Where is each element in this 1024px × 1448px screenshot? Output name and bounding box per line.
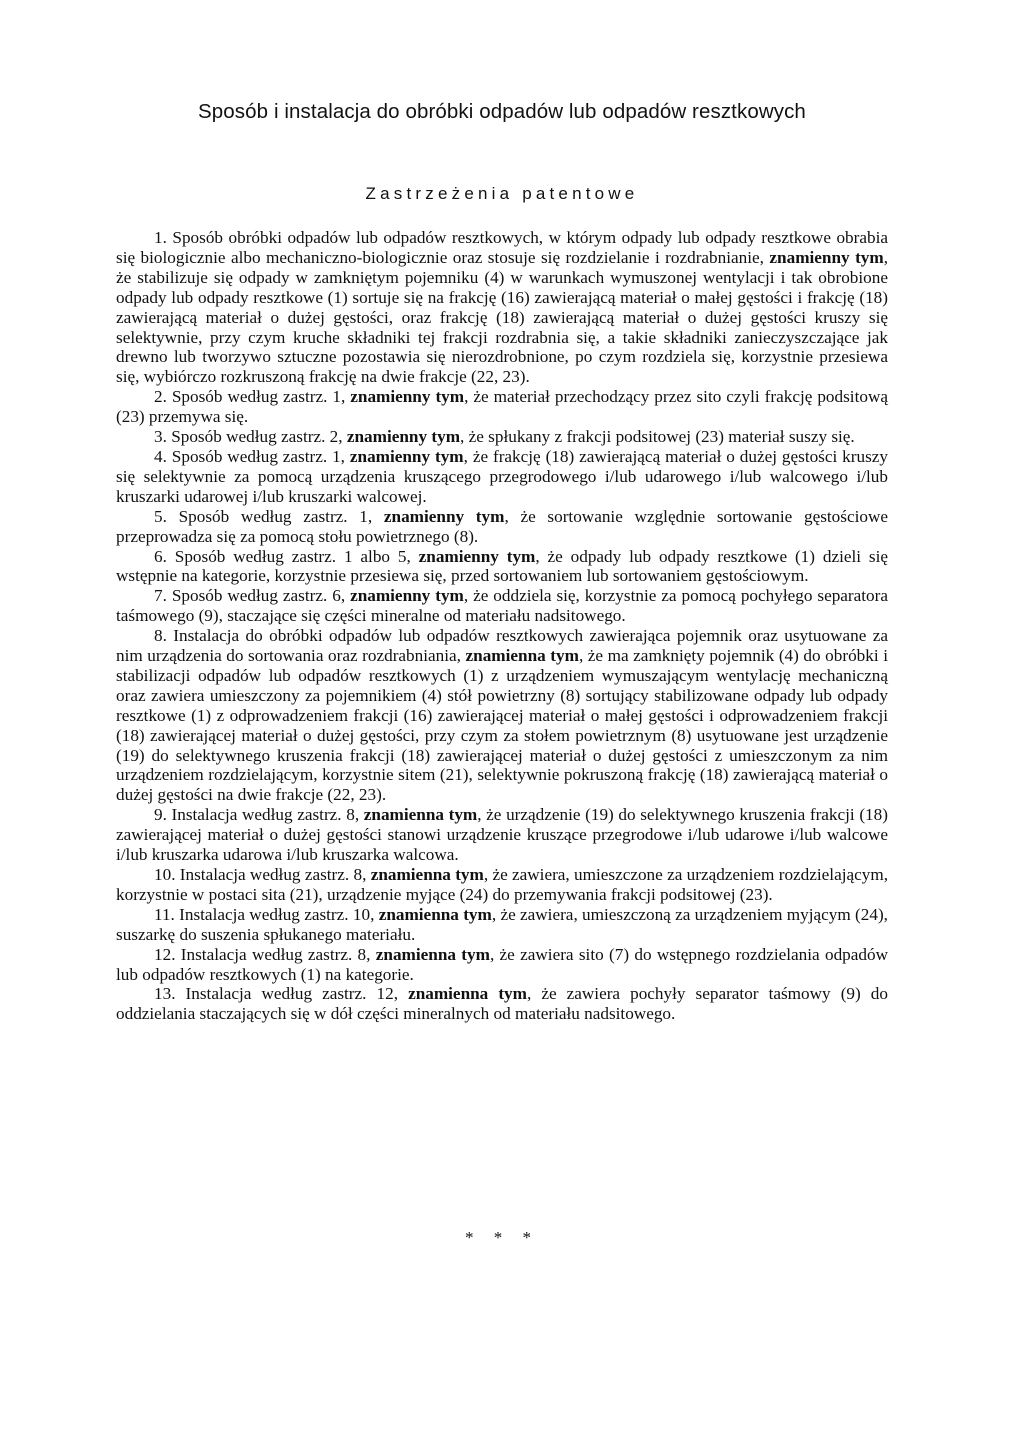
claim-keyword: znamienny tym — [346, 427, 461, 447]
claim-8 — [116, 626, 888, 805]
claim-text: , że odpady lub odpady resztkowe (1) dzieli się wstępnie na kategorie, korzystnie przesiewa się, przed sortowaniem lub sortowaniem gęstościowym. — [116, 546, 888, 586]
claim-10 — [116, 865, 888, 905]
claim-text: , że zawiera pochyły separator taśmowy (9) do oddzielania staczających się w dół części mineralnych od materiału nadsitowego. — [116, 984, 888, 1024]
claim-text: 8. Instalacja do obróbki odpadów lub odpadów resztkowych zawierająca pojemnik oraz usytuowane za nim urządzenia do sortowania oraz rozdrabniania, — [116, 626, 888, 666]
claim-text: 7. Sposób według zastrz. 6, — [154, 586, 351, 606]
claim-text: , że materiał przechodzący przez sito czyli frakcję podsitową (23) przemywa się. — [116, 387, 888, 427]
claim-text: 6. Sposób według zastrz. 1 albo 5, — [154, 546, 419, 566]
claim-text: , że stabilizuje się odpady w zamkniętym pojemniku (4) w warunkach wymuszonej wentylacji i tak obrobione odpady lub odpady resztkowe (1) sortuje się na frakcję (16) zawierającą materiał o małej gęstości i frakcję (18) zawierającą materiał o dużej gęstości, oraz frakcję (18) zawierającą materiał o dużej gęstości kruszy się selektywnie, przy czym kruche składniki tej frakcji rozdrabnia się, a takie składniki zanieczyszczające jak drewno lub tworzywo sztuczne pozostawia się nierozdrobnione, po czym rozdziela się, korzystnie przesiewa się, wybiórczo rozkruszoną frakcję na dwie frakcje (22, 23). — [116, 247, 888, 387]
claim-text: , że zawiera sito (7) do wstępnego rozdzielania odpadów lub odpadów resztkowych (1) na kategorie. — [116, 944, 888, 984]
claim-5 — [116, 507, 888, 547]
claim-2 — [116, 387, 888, 427]
claim-13 — [116, 984, 888, 1024]
end-mark: * * * — [465, 1228, 539, 1247]
claim-text: 4. Sposób według zastrz. 1, — [154, 446, 350, 466]
claim-text: , że zawiera, umieszczone za urządzeniem rozdzielającym, korzystnie w postaci sita (21), urządzenie myjące (24) do przemywania frakcji podsitowej (23). — [116, 865, 888, 904]
claim-11 — [116, 905, 888, 945]
claim-keyword: znamienna tym — [370, 865, 484, 884]
claim-text: 11. Instalacja według zastrz. 10, — [154, 904, 379, 924]
claim-text: 13. Instalacja według zastrz. 12, — [154, 984, 409, 1004]
claim-9 — [116, 805, 888, 865]
claim-text: , że ma zamknięty pojemnik (4) do obróbki i stabilizacji odpadów lub odpadów resztkowych (1) z urządzeniem wymuszającym wentylację mechaniczną oraz zawiera umieszczony za pojemnikiem (4) stół powietrzny (8) sortujący stabilizowane odpady lub odpady resztkowe (1) z odprowadzeniem frakcji (16) zawierającej materiał o małej gęstości i odprowadzeniem frakcji (18) zawierającej materiał o dużej gęstości, przy czym za stołem powietrznym (8) usytuowane jest urządzenie (19) do selektywnego kruszenia frakcji (18) zawierającej materiał o dużej gęstości z umieszczonym za nim urządzeniem rozdzielającym, korzystnie sitem (21), selektywnie pokruszoną frakcję (18) zawierającą materiał o dużej gęstości na dwie frakcje (22, 23). — [116, 646, 888, 805]
claim-text: 5. Sposób według zastrz. 1, — [154, 506, 384, 526]
claim-keyword: znamienny tym — [350, 586, 464, 606]
claim-text: , że zawiera, umieszczoną za urządzeniem myjącym (24), suszarkę do suszenia spłukanego materiału. — [116, 904, 888, 944]
claim-12 — [116, 945, 888, 985]
claim-keyword: znamienny tym — [349, 446, 464, 466]
claim-keyword: znamienny tym — [350, 387, 465, 407]
claim-keyword: znamienna tym — [408, 984, 527, 1004]
claim-text: 9. Instalacja według zastrz. 8, — [154, 805, 364, 825]
claim-keyword: znamienny tym — [383, 506, 505, 526]
claim-keyword: znamienny tym — [769, 247, 884, 267]
claim-keyword: znamienna tym — [378, 904, 492, 924]
claim-text: 3. Sposób według zastrz. 2, — [154, 427, 347, 447]
claim-keyword: znamienna tym — [465, 646, 579, 666]
claim-3 — [116, 427, 888, 447]
claim-text: , że oddziela się, korzystnie za pomocą pochyłego separatora taśmowego (9), staczające się części mineralne od materiału nadsitowego. — [116, 586, 888, 626]
claim-text: 2. Sposób według zastrz. 1, — [154, 387, 351, 407]
claim-keyword: znamienna tym — [363, 805, 478, 825]
claim-text: , że frakcję (18) zawierającą materiał o dużej gęstości kruszy się selektywnie za pomocą urządzenia kruszącego przegrodowego i/lub udarowego i/lub walcowego i/lub kruszarki udarowej i/lub kruszarki walcowej. — [116, 446, 888, 506]
claim-1 — [116, 228, 888, 387]
claim-keyword: znamienna tym — [375, 944, 490, 964]
page-title: Sposób i instalacja do obróbki odpadów lub odpadów resztkowych — [198, 100, 806, 123]
claim-7 — [116, 586, 888, 626]
claim-6 — [116, 547, 888, 587]
claim-text: 12. Instalacja według zastrz. 8, — [154, 944, 376, 964]
claim-text: 1. Sposób obróbki odpadów lub odpadów resztkowych, w którym odpady lub odpady resztkowe obrabia się biologicznie albo mechaniczno-biologicznie oraz stosuje się rozdzielanie i rozdrabnianie, — [116, 228, 888, 267]
claim-text: , że sortowanie względnie sortowanie gęstościowe przeprowadza się za pomocą stołu powietrznego (8). — [116, 506, 888, 546]
claim-text: , że urządzenie (19) do selektywnego kruszenia frakcji (18) zawierającej materiał o dużej gęstości stanowi urządzenie kruszące przegrodowe i/lub udarowe i/lub walcowe i/lub kruszarka udarowa i/lub kruszarka walcowa. — [116, 805, 888, 865]
claim-keyword: znamienny tym — [418, 546, 536, 566]
claim-4 — [116, 447, 888, 507]
claim-text: , że spłukany z frakcji podsitowej (23) materiał suszy się. — [460, 427, 855, 447]
section-heading: Zastrzeżenia patentowe — [365, 184, 639, 203]
claim-text: 10. Instalacja według zastrz. 8, — [154, 865, 371, 884]
claims-list — [116, 228, 888, 1024]
